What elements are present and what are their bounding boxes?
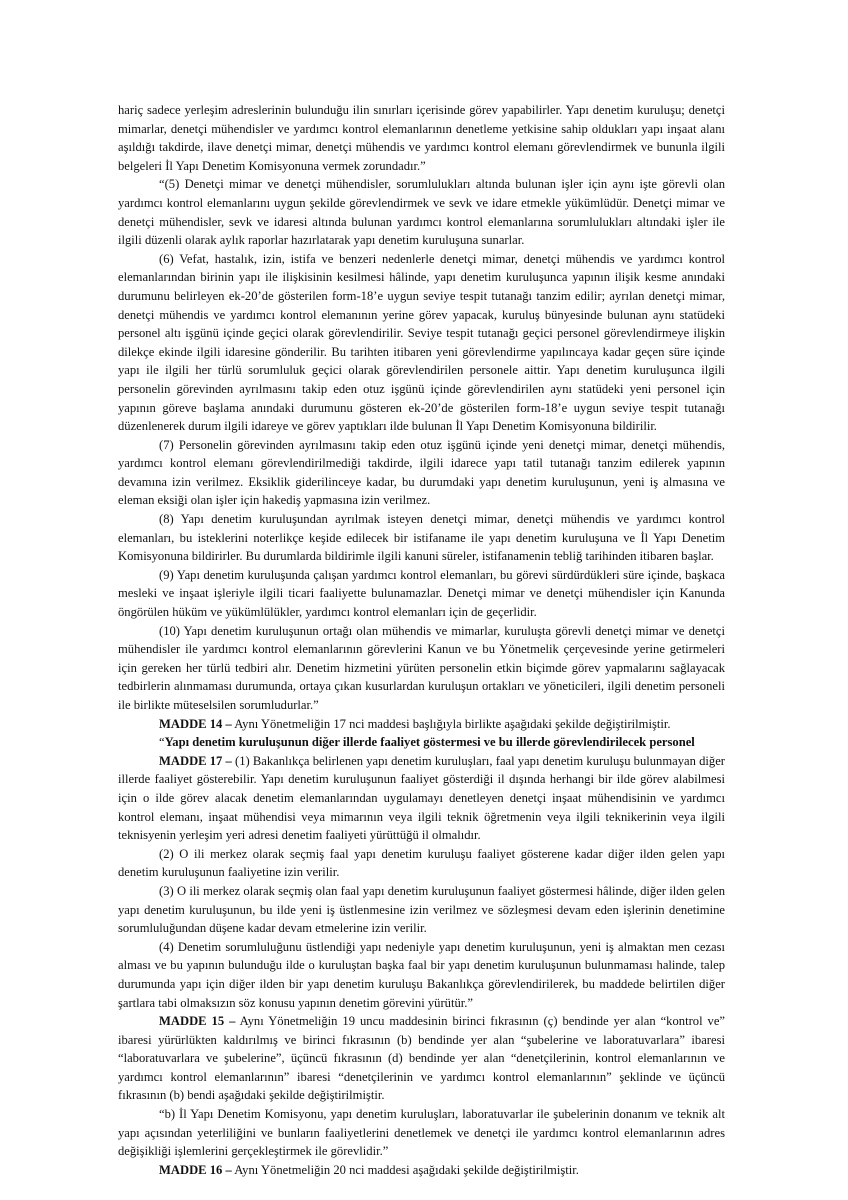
article-14 xyxy=(118,715,725,734)
article-17-paragraph-2: (2) O ili merkez olarak seçmiş faal yapı denetim kuruluşu faaliyet gösterene kadar diğer ilden gelen yapı denetim kuruluşunun faaliyetine izin verilir. xyxy=(118,846,725,880)
paragraph-8: (8) Yapı denetim kuruluşundan ayrılmak isteyen denetçi mimar, denetçi mühendis ve yardımcı kontrol elemanları, bu isteklerini noterlikçe keşide edilecek bir istifaname ile yapı denetim kuruluşuna ve İl Yapı Denetim Komisyonuna bildirirler. Bu durumlarda bildirimle ilgili kanuni süreler, istifanamenin tebliğ tarihinden itibaren başlar. xyxy=(118,512,725,564)
article-17-label: MADDE 17 – xyxy=(159,753,232,768)
article-15 xyxy=(118,1012,725,1105)
article-19-clause-b: “b) İl Yapı Denetim Komisyonu, yapı denetim kuruluşları, laboratuvarlar ile şubelerinin donanım ve teknik alt yapı açısından yeterliliğini ve bunların faaliyetlerini denetlemek ve denetçi ile yardımcı kontrol elemanlarının adres değişikliği işlemlerini gerçekleştirmek ile görevlidir.” xyxy=(118,1107,725,1159)
article-14-text: Aynı Yönetmeliğin 17 nci maddesi başlığıyla birlikte aşağıdaki şekilde değiştirilmiştir. xyxy=(231,716,671,731)
article-17-text: (1) Bakanlıkça belirlenen yapı denetim kuruluşları, faal yapı denetim kuruluşu bulunmayan diğer illerde faaliyet gösterebilir. Yapı denetim kuruluşunun faaliyet gösterdiği il dışında herhangi bir ilde görev alabilmesi için o ilde görev alacak denetim elemanlarından uygulamayı denetleyen denetçi inşaat mühendisinin ve yardımcı kontrol elemanı, inşaat mühendisi veya mimarının veya ilgili teknik öğretmenin veya ilgili teknikerinin veya ilgili teknisyenin yerleşim yeri adresi denetim faaliyeti yürüttüğü il olmalıdır. xyxy=(118,753,725,843)
article-17-heading-quote: “ xyxy=(159,735,165,750)
article-16 xyxy=(118,1161,725,1180)
article-17-paragraph-3: (3) O ili merkez olarak seçmiş olan faal yapı denetim kuruluşunun faaliyet göstermesi hâlinde, diğer ilden gelen yapı denetim kuruluşunun, bu ilde yeni iş üstlenmesine izin verilmez ve sözleşmesi devam eden işlerinin denetimine sorumluluğundan düşene kadar devam etmelerine izin verilir. xyxy=(118,883,725,936)
article-17-paragraph-4: (4) Denetim sorumluluğunu üstlendiği yapı nedeniyle yapı denetim kuruluşunun, yeni iş almaktan men cezası alması ve bu yapının bulunduğu ilde o kuruluştan başka faal bir yapı denetim kuruluşunun bulunmaması halinde, talep durumunda yapı için diğer ilden bir yapı denetim kuruluşu Bakanlıkça görevlendirilerek, bu maddede belirtilen diğer şartlara tabi olmaksızın söz konusu yapının denetim görevini yürütür.” xyxy=(118,939,725,1010)
article-17-heading xyxy=(118,733,725,752)
article-17-heading-text: Yapı denetim kuruluşunun diğer illerde faaliyet göstermesi ve bu illerde görevlendirilecek personel xyxy=(164,735,695,750)
paragraph-6: (6) Vefat, hastalık, izin, istifa ve benzeri nedenlerle denetçi mimar, denetçi mühendis ve yardımcı kontrol elemanlarından birinin yapı ile ilişkisinin kesilmesi hâlinde, yapı denetim kuruluşunca yapının ilişik kesme anındaki durumunu belirleyen ek-20’de gösterilen form-18’e uygun seviye tespit tutanağı tanzim edilir; ayrılan denetçi mimar, denetçi mühendis ve yardımcı kontrol elemanının yerine görev yapacak, kuruluş bünyesinde bulunan aynı statüdeki personel altı işgünü içinde geçici olarak görevlendirilir. Seviye tespit tutanağı geçici personel görevlendirmeye ilişkin dilekçe ekinde ilgili idaresine gönderilir. Bu tarihten itibaren yeni görevlendirme yapılıncaya kadar geçen süre içinde yapı ile ilgili her türlü sorumluluk geçici olarak görevlendirilen personele aittir. Yapı denetim kuruluşunca ilgili personelin görevinden ayrılmasını takip eden otuz işgünü içinde görevlendirilen aynı statüdeki yeni personel için yapının göreve başlama anındaki durumunu gösteren ek-20’de gösterilen form-18’e uygun seviye tespit tutanağı düzenlenerek durum ilgili idareye ve görev yaptıkları ilde bulunan İl Yapı Denetim Komisyonuna bildirilir. xyxy=(118,251,725,434)
article-14-label: MADDE 14 – xyxy=(159,716,232,731)
article-16-label: MADDE 16 – xyxy=(159,1162,232,1177)
article-16-text: Aynı Yönetmeliğin 20 nci maddesi aşağıdaki şekilde değiştirilmiştir. xyxy=(231,1162,579,1177)
paragraph-9: (9) Yapı denetim kuruluşunda çalışan yardımcı kontrol elemanları, bu görevi sürdürdükleri süre içinde, başkaca mesleki ve inşaat işleriyle ilgili ticari faaliyette bulunamazlar. Denetçi mimar ve denetçi mühendisler için Kanunda öngörülen hüküm ve yükümlülükler, yardımcı kontrol elemanları için de geçerlidir. xyxy=(118,567,725,620)
article-17 xyxy=(118,752,725,845)
article-15-text: Aynı Yönetmeliğin 19 uncu maddesinin birinci fıkrasının (ç) bendinde yer alan “kontrol ve” ibaresi yürürlükten kaldırılmış ve birinci fıkrasının (b) bendinde yer alan “şubelerine ve laboratuvarlara” ibaresi “laboratuvarlara ve şubelerine”, üçüncü fıkrasının (d) bendinde yer alan “denetçilerinin, kontrol elemanlarının ve yardımcı kontrol elemanlarının” ibaresi “denetçilerinin ve yardımcı kontrol elemanlarının” şeklinde ve üçüncü fıkrasının (b) bendi aşağıdaki şekilde değiştirilmiştir. xyxy=(118,1014,726,1103)
paragraph-7: (7) Personelin görevinden ayrılmasını takip eden otuz işgünü içinde yeni denetçi mimar, denetçi mühendis, yardımcı kontrol elemanı görevlendirilmediği takdirde, ilgili idarece yapı tatil tutanağı tanzim edilerek yapının devamına izin verilmez. Eksiklik giderilinceye kadar, bu durumdaki yapı denetim kuruluşunun, yeni iş almasına ve eleman eksiği olan işler için hakediş yapmasına izin verilmez. xyxy=(118,437,725,508)
article-15-label: MADDE 15 – xyxy=(159,1014,236,1029)
paragraph-10: (10) Yapı denetim kuruluşunun ortağı olan mühendis ve mimarlar, kuruluşta görevli denetçi mimar ve denetçi mühendisler ile yardımcı kontrol elemanlarının görevlerini Kanun ve bu Yönetmelik çerçevesinde yerine getirmeleri için gereken her türlü tedbiri alır. Denetim hizmetini yürüten personelin etkin biçimde görev yapmalarını sağlayacak tedbirlerin alınmaması durumunda, ortaya çıkan kusurlardan kuruluşun ortakları ve yöneticileri, ilgili denetim personeli ile birlikte müteselsilen sorumludurlar.” xyxy=(118,623,725,712)
paragraph-continuation: hariç sadece yerleşim adreslerinin bulunduğu ilin sınırları içerisinde görev yapabilirler. Yapı denetim kuruluşu; denetçi mimarlar, denetçi mühendisler ve yardımcı kontrol elemanlarının denetleme yetkisine sahip oldukları yapı inşaat alanı aşıldığı takdirde, ilave denetçi mimar, denetçi mühendis ve yardımcı kontrol elemanı görevlendirmek ve bununla ilgili belgeleri İl Yapı Denetim Komisyonuna vermek zorundadır.” xyxy=(118,103,725,173)
paragraph-5: “(5) Denetçi mimar ve denetçi mühendisler, sorumlulukları altında bulunan işler için aynı işte görevli olan yardımcı kontrol elemanlarını uygun şekilde görevlendirmek ve sevk ve idare etmekle yükümlüdür. Denetçi mimar ve denetçi mühendisler, sevk ve idaresi altında bulunan yardımcı kontrol elemanlarına sorumlulukları altındaki işler ile ilgili düzenli olarak aylık raporlar hazırlatarak yapı denetim kuruluşuna sunarlar. xyxy=(118,177,725,248)
